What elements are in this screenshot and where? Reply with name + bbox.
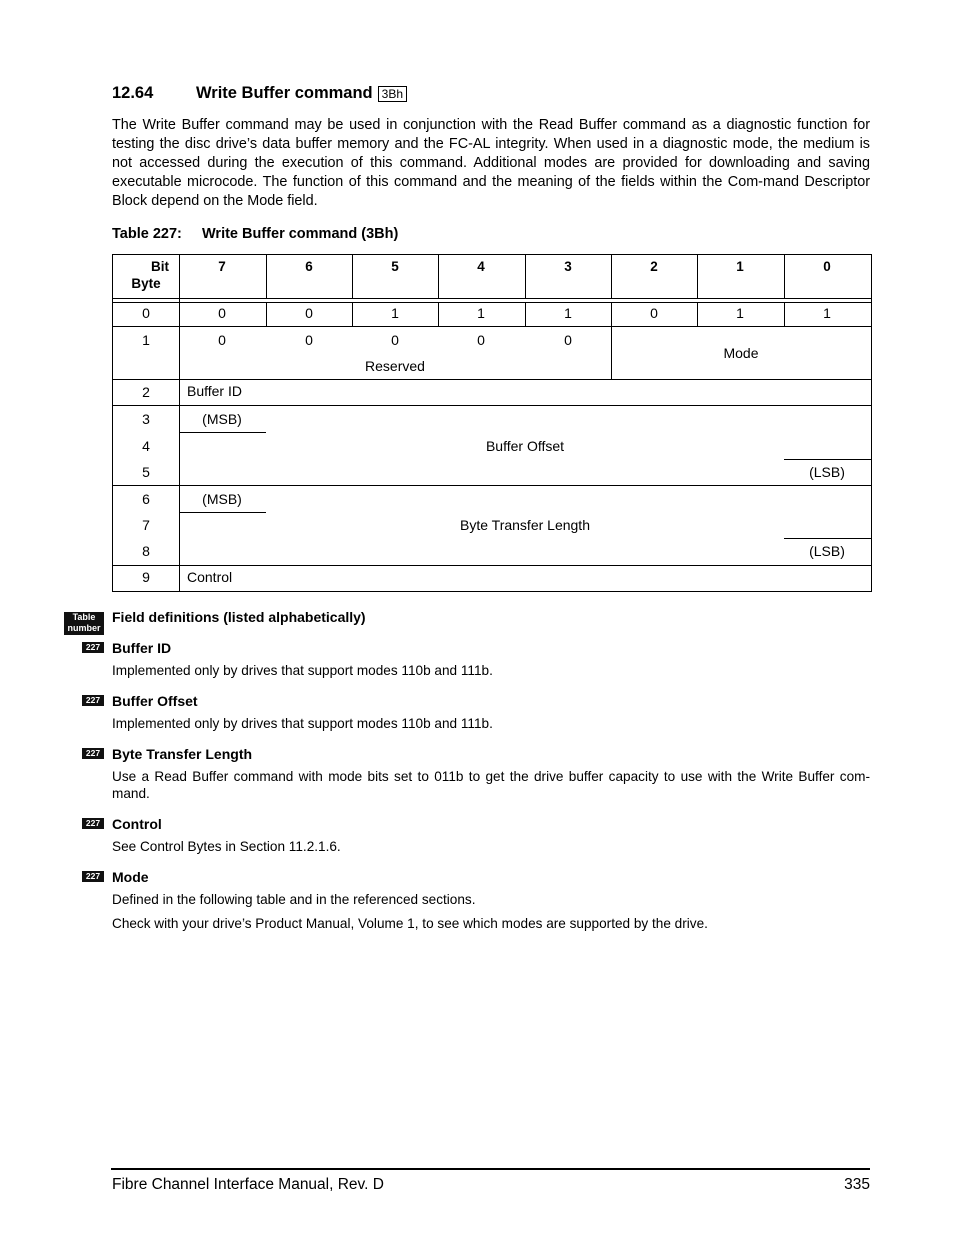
byte-number: 4 (142, 438, 150, 454)
byte-number: 2 (142, 384, 150, 400)
opcode-box: 3Bh (378, 86, 407, 102)
opcode-bit: 1 (823, 305, 831, 321)
page-number: 335 (844, 1176, 870, 1193)
field-description: Implemented only by drives that support modes 110b and 111b. (112, 663, 493, 678)
table-caption-number: Table 227: (112, 226, 182, 242)
section-title: Write Buffer command (196, 84, 373, 102)
opcode-bit: 0 (305, 305, 313, 321)
byte-number: 3 (142, 411, 150, 427)
field-name: Buffer ID (112, 640, 172, 656)
header-bit-label: Bit (151, 259, 169, 274)
opcode-bit: 1 (564, 305, 572, 321)
table-ref-badge: 227 (82, 871, 104, 882)
reserved-bit: 0 (564, 332, 572, 348)
reserved-bit: 0 (305, 332, 313, 348)
buffer-offset-label: Buffer Offset (485, 438, 565, 454)
table-ref-badge: 227 (82, 695, 104, 706)
cdb-table (112, 254, 872, 592)
buffer-id-label: Buffer ID (187, 383, 242, 399)
table-ref-badge: 227 (82, 748, 104, 759)
section-heading (112, 84, 407, 103)
field-description: Defined in the following table and in the referenced sections. (112, 892, 476, 907)
footer-title: Fibre Channel Interface Manual, Rev. D (112, 1176, 384, 1193)
byte-number: 7 (142, 517, 150, 533)
opcode-bit: 1 (391, 305, 399, 321)
byte-number: 0 (142, 305, 150, 321)
table-ref-badge: 227 (82, 642, 104, 653)
field-name: Byte Transfer Length (112, 746, 253, 762)
field-description: Use a Read Buffer command with mode bits set to 011b to get the drive buffer capacity to use with the Write Buffer com-mand. (112, 769, 870, 801)
section-number: 12.64 (112, 84, 154, 102)
footer-rule (111, 1168, 870, 1170)
opcode-bit: 0 (218, 305, 226, 321)
msb-label: (MSB) (202, 411, 242, 427)
bit-column-header: 0 (823, 259, 831, 274)
reserved-bit: 0 (477, 332, 485, 348)
control-label: Control (187, 569, 233, 585)
table-ref-badge: 227 (82, 818, 104, 829)
field-description: Implemented only by drives that support modes 110b and 111b. (112, 716, 493, 731)
byte-number: 9 (142, 569, 150, 585)
reserved-label: Reserved (365, 358, 425, 374)
lsb-label: (LSB) (809, 543, 845, 559)
bit-column-header: 5 (391, 259, 399, 274)
field-name: Control (112, 816, 162, 832)
field-name: Buffer Offset (112, 693, 198, 709)
reserved-bit: 0 (391, 332, 399, 348)
byte-number: 5 (142, 464, 150, 480)
bit-column-header: 4 (477, 259, 485, 274)
field-name: Mode (112, 869, 149, 885)
byte-number: 1 (142, 332, 150, 348)
header-byte-label: Byte (131, 276, 161, 291)
cdb-table-grid (112, 254, 872, 592)
field-description: Check with your drive’s Product Manual, Volume 1, to see which modes are supported by the drive. (112, 916, 708, 931)
table-number-badge: Table number (64, 612, 104, 635)
bit-column-header: 2 (650, 259, 658, 274)
bit-column-header: 3 (564, 259, 572, 274)
field-description: See Control Bytes in Section 11.2.1.6. (112, 839, 341, 854)
opcode-bit: 1 (477, 305, 485, 321)
opcode-bit: 0 (650, 305, 658, 321)
bit-column-header: 1 (736, 259, 744, 274)
lsb-label: (LSB) (809, 464, 845, 480)
opcode-bit: 1 (736, 305, 744, 321)
field-definitions-title: Field definitions (listed alphabetically) (112, 609, 366, 625)
byte-transfer-length-label: Byte Transfer Length (460, 517, 590, 533)
msb-label: (MSB) (202, 491, 242, 507)
byte-number: 6 (142, 491, 150, 507)
bit-column-header: 7 (218, 259, 226, 274)
reserved-bit: 0 (218, 332, 226, 348)
table-caption (112, 226, 398, 242)
mode-label: Mode (723, 345, 759, 361)
byte-number: 8 (142, 543, 150, 559)
bit-column-header: 6 (305, 259, 313, 274)
intro-paragraph: The Write Buffer command may be used in conjunction with the Read Buffer command as a diagnostic function for testing the disc drive’s data buffer memory and the FC-AL integrity. When used in a diagnostic mode, the medium is not accessed during the execution of this command. Additional modes are provided for downloading and saving executable microcode. The function of this command and the meaning of the fields within the Com-mand Descriptor Block depend on the Mode field. (112, 117, 870, 209)
table-caption-title: Write Buffer command (3Bh) (202, 226, 399, 242)
